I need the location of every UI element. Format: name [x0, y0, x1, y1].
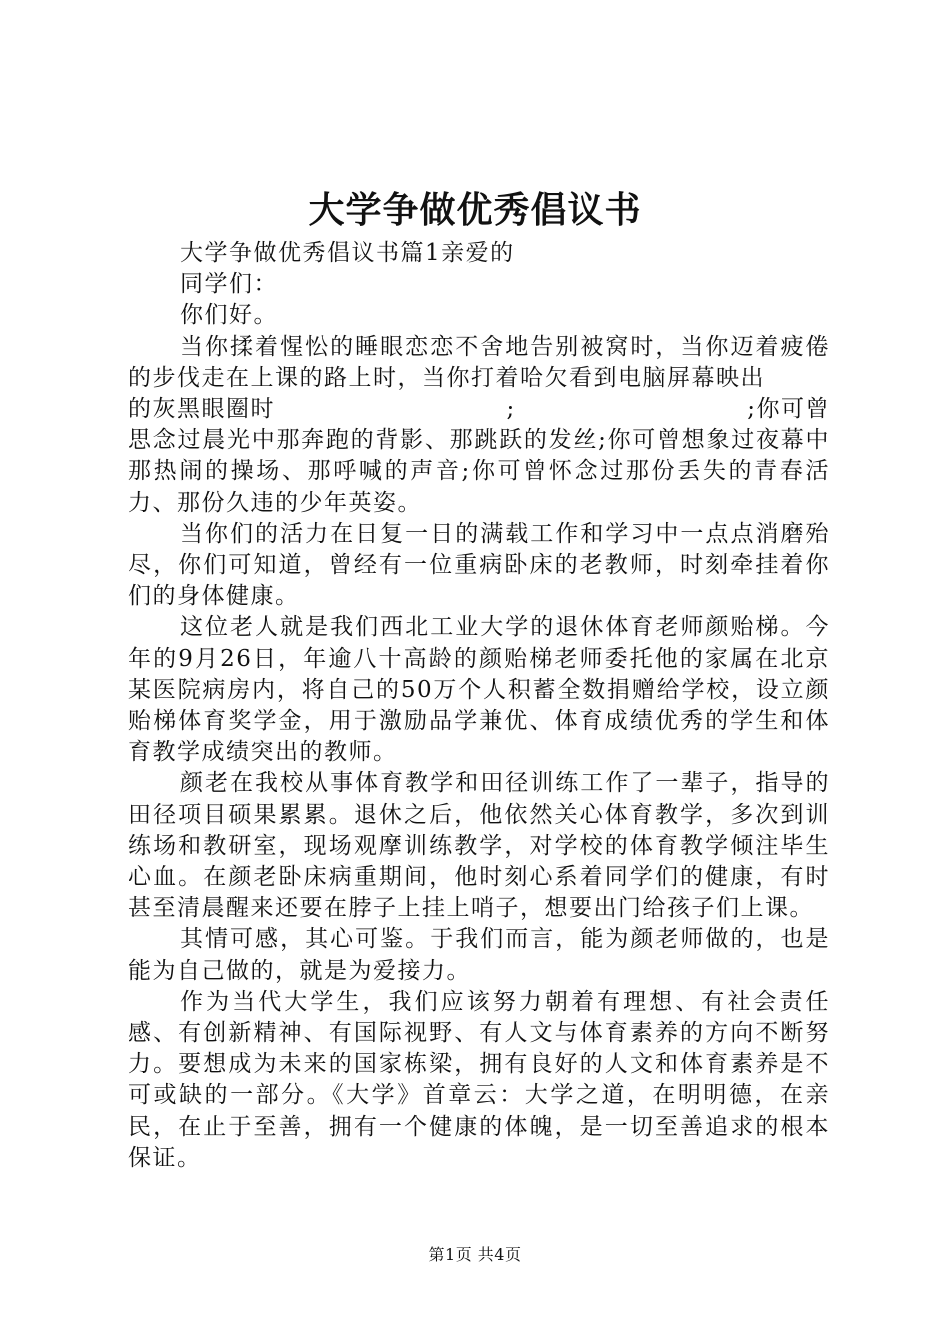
- paragraph-salutation: 同学们：: [180, 271, 278, 298]
- paragraph-6: 作为当代大学生，我们应该努力朝着有理想、有社会责任感、有创新精神、有国际视野、有人文与体育素养的方向不断努力。要想成为未来的国家栋梁，拥有良好的人文和体育素养是不可或缺的一部分。《大学》首章云：大学之道，在明明德，在亲民，在止于至善，拥有一个健康的体魄，是一切至善追求的根本保证。: [128, 988, 830, 1171]
- paragraph-1-continuation: 思念过晨光中那奔跑的背影、那跳跃的发丝;你可曾想象过夜幕中那热闹的操场、那呼喊的声音;你可曾怀念过那份丢失的青春活力、那份久违的少年英姿。: [128, 427, 830, 516]
- paragraph-1-gap-line: [128, 394, 830, 425]
- paragraph-3: 这位老人就是我们西北工业大学的退休体育老师颜贻梯。今年的9月26日，年逾八十高龄的颜贻梯老师委托他的家属在北京某医院病房内，将自己的50万个人积蓄全数捐赠给学校，设立颜贻梯体育奖学金，用于激励品学兼优、体育成绩优秀的学生和体育教学成绩突出的教师。: [128, 614, 830, 766]
- page-footer: 第1页 共4页: [428, 1245, 522, 1264]
- paragraph-5: 其情可感，其心可鉴。于我们而言，能为颜老师做的，也是能为自己做的，就是为爱接力。: [128, 926, 830, 984]
- paragraph-2: 当你们的活力在日复一日的满载工作和学习中一点点消磨殆尽，你们可知道，曾经有一位重病卧床的老教师，时刻牵挂着你们的身体健康。: [128, 520, 830, 610]
- paragraph-1: 当你揉着惺忪的睡眼恋恋不舍地告别被窝时，当你迈着疲倦的步伐走在上课的路上时，当你打着哈欠看到电脑屏幕映出: [128, 333, 830, 391]
- paragraph-heading-line: 大学争做优秀倡议书篇1亲爱的: [180, 240, 515, 266]
- gap-line-end: ;你可曾: [747, 396, 830, 423]
- paragraph-greeting: 你们好。: [180, 302, 278, 329]
- document-title: 大学争做优秀倡议书: [308, 189, 642, 231]
- gap-line-middle: ;: [506, 396, 516, 423]
- paragraph-4: 颜老在我校从事体育教学和田径训练工作了一辈子，指导的田径项目硕果累累。退休之后，他依然关心体育教学，多次到训练场和教研室，现场观摩训练教学，对学校的体育教学倾注毕生心血。在颜老卧床病重期间，他时刻心系着同学们的健康，有时甚至清晨醒来还要在脖子上挂上哨子，想要出门给孩子们上课。: [128, 770, 830, 922]
- document-body: [128, 238, 830, 1174]
- gap-line-start: 的灰黑眼圈时: [128, 396, 275, 423]
